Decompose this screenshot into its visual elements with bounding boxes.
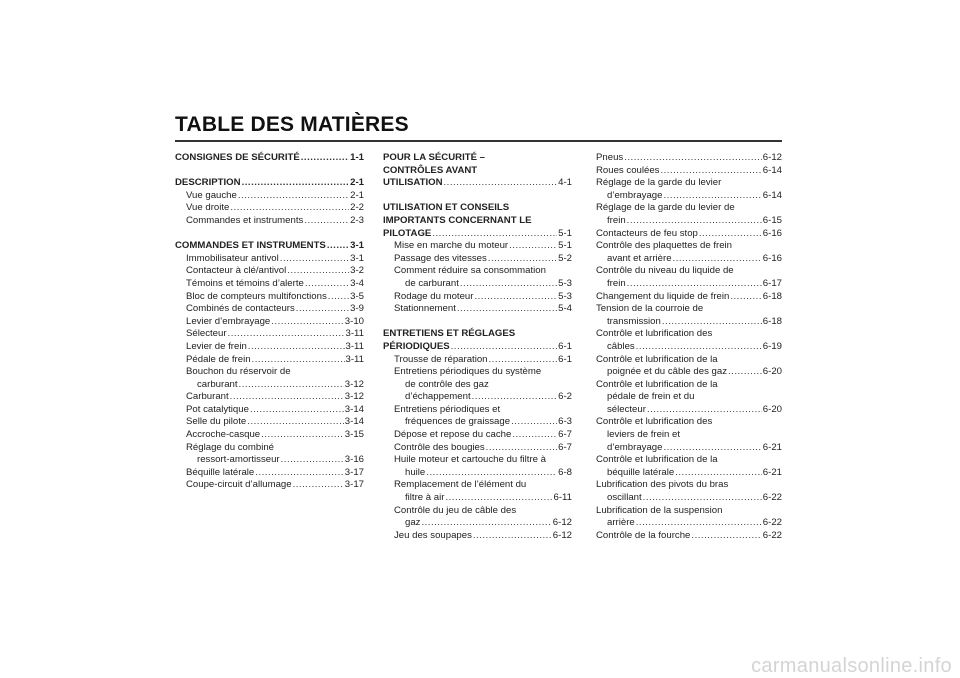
toc-entry[interactable]: Témoins et témoins d’alerte ..... 3-4 — [175, 278, 364, 291]
toc-entry[interactable]: frein ..... 6-15 — [596, 215, 782, 228]
toc-entry[interactable]: Accroche-casque ..... 3-15 — [175, 429, 364, 442]
toc-entry-line[interactable]: leviers de frein et — [607, 429, 681, 441]
toc-entry-line[interactable]: Réglage du combiné — [186, 441, 275, 453]
toc-entry-line[interactable]: Huile moteur et cartouche du filtre à — [394, 454, 546, 466]
toc-entry-line[interactable]: de contrôle des gaz — [405, 378, 489, 390]
toc-entry[interactable]: Pot catalytique ..... 3-14 — [175, 404, 364, 417]
toc-entry[interactable]: Pédale de frein ..... 3-11 — [175, 354, 364, 367]
watermark-footer: carmanualsonline.info — [751, 655, 952, 677]
toc-entry[interactable]: fréquences de graissage ..... 6-3 — [383, 416, 572, 429]
toc-entry[interactable]: Passage des vitesses ..... 5-2 — [383, 253, 572, 266]
toc-entry-periodiques[interactable]: PÉRIODIQUES ..... 6-1 — [383, 341, 572, 354]
toc-entry[interactable]: Contrôle des bougies ..... 6-7 — [383, 442, 572, 455]
toc-entry-line[interactable]: Contrôle et lubrification de la — [596, 353, 718, 365]
toc-entry-line[interactable]: Bouchon du réservoir de — [186, 366, 291, 378]
toc-entry-line[interactable]: Contrôle et lubrification des — [596, 416, 713, 428]
toc-entry[interactable]: Contacteur à clé/antivol ..... 3-2 — [175, 265, 364, 278]
toc-entry[interactable]: Selle du pilote ..... 3-14 — [175, 416, 364, 429]
toc-entry-line[interactable]: Comment réduire sa consommation — [394, 265, 546, 277]
toc-entry[interactable]: transmission ..... 6-18 — [596, 316, 782, 329]
toc-column-3 — [596, 152, 782, 542]
toc-entry[interactable]: sélecteur ..... 6-20 — [596, 404, 782, 417]
toc-column-2 — [383, 152, 572, 542]
toc-entry-line[interactable]: Entretiens périodiques du système — [394, 366, 542, 378]
toc-entry-line[interactable]: Contrôle du niveau du liquide de — [596, 265, 734, 277]
toc-entry[interactable]: d’échappement ..... 6-2 — [383, 391, 572, 404]
toc-entry[interactable]: gaz ..... 6-12 — [383, 517, 572, 530]
toc-entry[interactable]: Jeu des soupapes ..... 6-12 — [383, 530, 572, 543]
toc-entry-pilotage[interactable]: PILOTAGE ..... 5-1 — [383, 228, 572, 241]
toc-entry[interactable]: Levier de frein ..... 3-11 — [175, 341, 364, 354]
toc-entry[interactable]: avant et arrière ..... 6-16 — [596, 253, 782, 266]
toc-entry[interactable]: Bloc de compteurs multifonctions ..... 3-5 — [175, 291, 364, 304]
toc-entry-line[interactable]: Contrôle et lubrification de la — [596, 378, 718, 390]
toc-section-line[interactable]: UTILISATION ET CONSEILS — [383, 202, 510, 214]
toc-entry-utilisation[interactable]: UTILISATION ..... 4-1 — [383, 177, 572, 190]
toc-entry[interactable]: Contrôle de la fourche ..... 6-22 — [596, 530, 782, 543]
toc-entry[interactable]: Roues coulées ..... 6-14 — [596, 165, 782, 178]
toc-entry[interactable]: Coupe-circuit d’allumage ..... 3-17 — [175, 479, 364, 492]
toc-entry[interactable]: Dépose et repose du cache ..... 6-7 — [383, 429, 572, 442]
toc-entry[interactable]: Commandes et instruments ..... 2-3 — [175, 215, 364, 228]
toc-entry-line[interactable]: Lubrification des pivots du bras — [596, 479, 729, 491]
toc-entry-line[interactable]: pédale de frein et du — [607, 391, 695, 403]
toc-section-line[interactable]: CONTRÔLES AVANT — [383, 164, 478, 176]
toc-entry[interactable]: ressort-amortisseur ..... 3-16 — [175, 454, 364, 467]
toc-entry[interactable]: arrière ..... 6-22 — [596, 517, 782, 530]
toc-entry[interactable]: béquille latérale ..... 6-21 — [596, 467, 782, 480]
toc-entry-line[interactable]: Réglage de la garde du levier — [596, 177, 722, 189]
toc-entry[interactable]: Immobilisateur antivol ..... 3-1 — [175, 253, 364, 266]
toc-entry[interactable]: poignée et du câble des gaz ..... 6-20 — [596, 366, 782, 379]
toc-entry-line[interactable]: Contrôle du jeu de câble des — [394, 504, 517, 516]
toc-entry-line[interactable]: Tension de la courroie de — [596, 303, 704, 315]
toc-entry[interactable]: Vue droite ..... 2-2 — [175, 202, 364, 215]
toc-entry-line[interactable]: Réglage de la garde du levier de — [596, 202, 735, 214]
title-rule — [175, 140, 782, 142]
toc-entry[interactable]: Carburant ..... 3-12 — [175, 391, 364, 404]
toc-entry[interactable]: d’embrayage ..... 6-14 — [596, 190, 782, 203]
toc-entry[interactable]: Contacteurs de feu stop ..... 6-16 — [596, 228, 782, 241]
toc-entry-description[interactable]: DESCRIPTION ..... 2-1 — [175, 177, 364, 190]
toc-entry[interactable]: Vue gauche ..... 2-1 — [175, 190, 364, 203]
toc-entry[interactable]: de carburant ..... 5-3 — [383, 278, 572, 291]
toc-entry-line[interactable]: Remplacement de l’élément du — [394, 479, 527, 491]
toc-entry[interactable]: filtre à air ..... 6-11 — [383, 492, 572, 505]
toc-entry[interactable]: Rodage du moteur ..... 5-3 — [383, 291, 572, 304]
toc-column-1 — [175, 152, 364, 492]
page-title: TABLE DES MATIÈRES — [175, 113, 409, 136]
toc-entry[interactable]: Combinés de contacteurs ..... 3-9 — [175, 303, 364, 316]
toc-section-line[interactable]: IMPORTANTS CONCERNANT LE — [383, 214, 532, 226]
toc-section-line[interactable]: POUR LA SÉCURITÉ – — [383, 152, 485, 163]
toc-entry-line[interactable]: Contrôle et lubrification de la — [596, 454, 718, 466]
toc-entry[interactable]: Sélecteur ..... 3-11 — [175, 328, 364, 341]
toc-entry[interactable]: Trousse de réparation ..... 6-1 — [383, 354, 572, 367]
toc-entry-line[interactable]: Contrôle et lubrification des — [596, 328, 713, 340]
toc-entry[interactable]: oscillant ..... 6-22 — [596, 492, 782, 505]
toc-entry[interactable]: Changement du liquide de frein ..... 6-18 — [596, 291, 782, 304]
toc-entry[interactable]: Mise en marche du moteur ..... 5-1 — [383, 240, 572, 253]
toc-entry[interactable]: frein ..... 6-17 — [596, 278, 782, 291]
toc-entry[interactable]: Stationnement ..... 5-4 — [383, 303, 572, 316]
toc-entry[interactable]: Béquille latérale ..... 3-17 — [175, 467, 364, 480]
toc-section-line[interactable]: ENTRETIENS ET RÉGLAGES — [383, 328, 516, 340]
toc-entry[interactable]: Levier d’embrayage ..... 3-10 — [175, 316, 364, 329]
toc-entry-consignes[interactable]: CONSIGNES DE SÉCURITÉ ..... 1-1 — [175, 152, 364, 165]
toc-entry[interactable]: câbles ..... 6-19 — [596, 341, 782, 354]
toc-entry[interactable]: d’embrayage ..... 6-21 — [596, 442, 782, 455]
toc-entry-line[interactable]: Lubrification de la suspension — [596, 504, 723, 516]
toc-entry[interactable]: carburant ..... 3-12 — [175, 379, 364, 392]
toc-entry[interactable]: huile ..... 6-8 — [383, 467, 572, 480]
toc-entry-line[interactable]: Contrôle des plaquettes de frein — [596, 240, 732, 252]
toc-entry-line[interactable]: Entretiens périodiques et — [394, 403, 501, 415]
toc-entry[interactable]: Pneus ..... 6-12 — [596, 152, 782, 165]
toc-entry-commandes[interactable]: COMMANDES ET INSTRUMENTS ..... 3-1 — [175, 240, 364, 253]
